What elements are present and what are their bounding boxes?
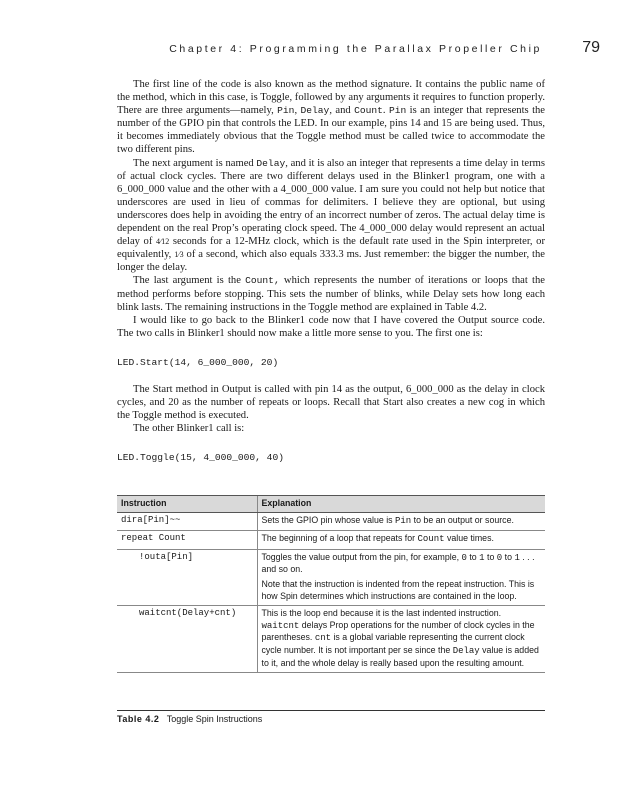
body-text [117, 78, 545, 478]
chapter-title: Chapter 4: Programming the Parallax Propeller Chip [169, 43, 542, 55]
toggle-instructions-table [117, 495, 545, 673]
table-caption [117, 714, 262, 724]
table-row [117, 606, 545, 673]
explanation-cell: Sets the GPIO pin whose value is Pin to be an output or source. [257, 512, 545, 531]
code-start-call: LED.Start(14, 6_000_000, 20) [117, 356, 279, 368]
explanation-cell: This is the loop end because it is the last indented instruction. waitcnt delays Prop operations for the number of clock cycles in the parentheses. cnt is a global variable representing the current clock cycle number. It is not important per se since the Delay value is added to it, and the whole delay is really based upon the resulting amount. [257, 606, 545, 673]
table-row [117, 531, 545, 550]
table-row [117, 512, 545, 531]
instruction-cell: waitcnt(Delay+cnt) [117, 606, 257, 673]
page-number: 79 [582, 39, 600, 56]
explanation-cell: Toggles the value output from the pin, for example, 0 to 1 to 0 to 1 . . . and so on. Note that the instruction is indented from the repeat instruction. This is how Spin determines which instructions are contained in the loop. [257, 549, 545, 605]
table-header-row [117, 496, 545, 513]
instruction-cell: !outa[Pin] [117, 549, 257, 605]
caption-text: Toggle Spin Instructions [166, 714, 263, 724]
paragraph-start-method: The Start method in Output is called with pin 14 as the output, 6_000_000 as the delay in clock cycles, and 20 as the number of repeats or loops. Recall that Start also creates a new cog in which the Toggle method is executed. [117, 383, 545, 422]
paragraph-other-call: The other Blinker1 call is: [133, 423, 245, 435]
paragraph-delay-argument: The next argument is named Delay, and it is also an integer that represents a time delay in terms of actual clock cycles. There are two different delays used in the Blinker1 program, one with a 6_000_000 value and the other with a 4_000_000 value. I am sure you could not help but notice that underscores are used in lieu of commas for delimiters. I believe they are optional, but using underscores does help in avoiding the entry of an incorrect number of zeros. The actual delay time is dependent on the real Prop’s operating clock speed. The 4_000_000 delay would represent an actual delay of 4⁄12 seconds for a 12-MHz clock, which is the default rate used in the Spin interpreter, or equivalently, 1⁄3 of a second, which also equals 333.3 ms. Just remember: the bigger the number, the longer the delay. [117, 157, 545, 274]
instruction-cell: dira[Pin]~~ [117, 512, 257, 531]
table-header-explanation: Explanation [257, 496, 545, 513]
code-toggle-call: LED.Toggle(15, 4_000_000, 40) [117, 452, 284, 464]
explanation-cell: The beginning of a loop that repeats for Count value times. [257, 531, 545, 550]
paragraph-blinker-calls: I would like to go back to the Blinker1 code now that I have covered the Output source code. The two calls in Blinker1 should now make a little more sense to you. The first one is: [117, 314, 545, 339]
caption-label: Table 4.2 [117, 714, 160, 724]
page-header [0, 40, 600, 60]
paragraph-method-signature: The first line of the code is also known as the method signature. It contains the public name of the method, which in this case, is Toggle, followed by any arguments it requires to function properly. There are three arguments—namely, Pin, Delay, and Count. Pin is an integer that represents the number of the GPIO pin that controls the LED. In our example, pins 14 and 15 are being used. Thus, it becomes immediately obvious that the Toggle method must be called twice to accommodate the two different pins. [117, 79, 546, 156]
table-row [117, 549, 545, 605]
caption-rule [117, 710, 545, 711]
paragraph-count-argument: The last argument is the Count, which represents the number of iterations or loops that the method performs before stopping. This sets the number of blinks, while Delay sets how long each blink lasts. The remaining instructions in the Toggle method are explained in Table 4.2. [117, 275, 545, 313]
instruction-cell: repeat Count [117, 531, 257, 550]
table-header-instruction: Instruction [117, 496, 257, 513]
